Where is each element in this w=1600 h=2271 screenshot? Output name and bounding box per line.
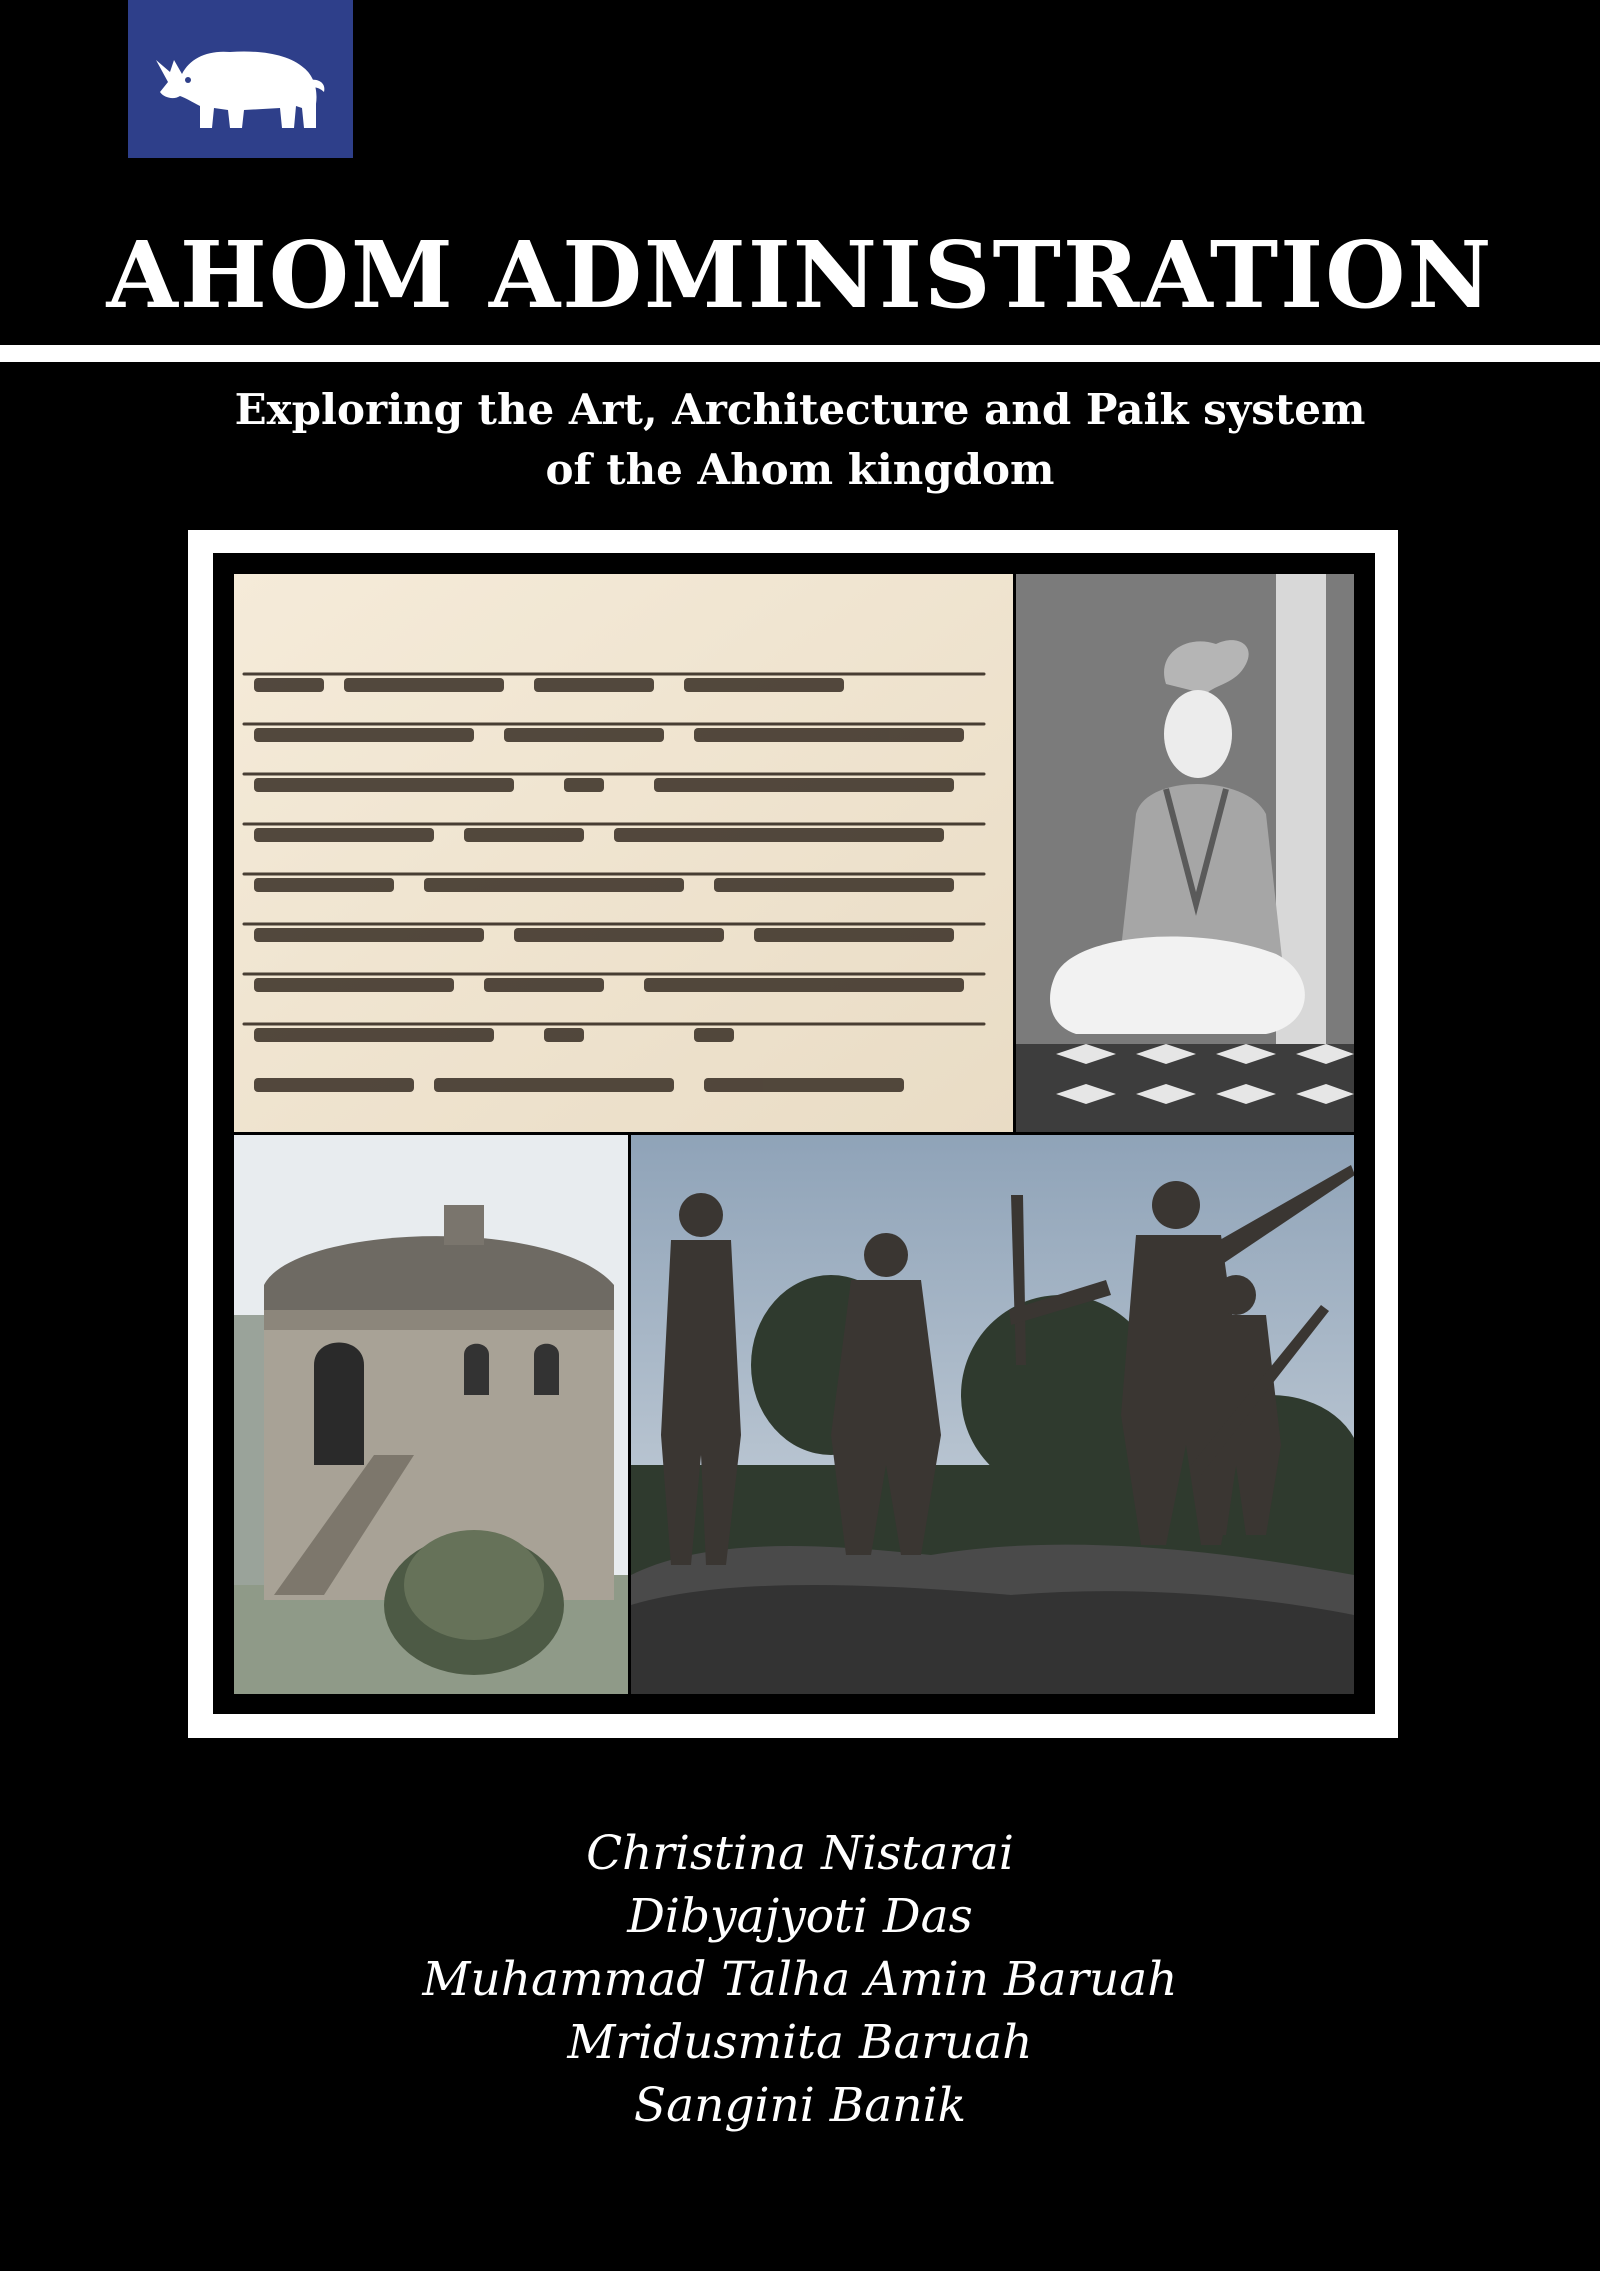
publisher-logo	[128, 0, 353, 158]
subtitle-line-1: Exploring the Art, Architecture and Paik system	[234, 385, 1366, 434]
author-name: Dibyajyoti Das	[627, 1889, 973, 1944]
book-title: AHOM ADMINISTRATION	[106, 221, 1494, 329]
book-subtitle	[0, 380, 1600, 500]
title-divider	[0, 345, 1600, 362]
subtitle-line-2: of the Ahom kingdom	[545, 445, 1055, 494]
temple-photo	[234, 1135, 628, 1694]
author-list	[0, 1822, 1600, 2137]
author-name: Mridusmita Baruah	[567, 2015, 1033, 2070]
manuscript-photo	[234, 574, 1013, 1132]
photo-collage	[234, 574, 1354, 1694]
rhino-icon	[148, 20, 333, 140]
statues-photo	[631, 1135, 1354, 1694]
portrait-painting	[1016, 574, 1354, 1132]
author-name: Christina Nistarai	[586, 1826, 1014, 1881]
author-name: Muhammad Talha Amin Baruah	[422, 1952, 1178, 2007]
author-name: Sangini Banik	[633, 2078, 967, 2133]
